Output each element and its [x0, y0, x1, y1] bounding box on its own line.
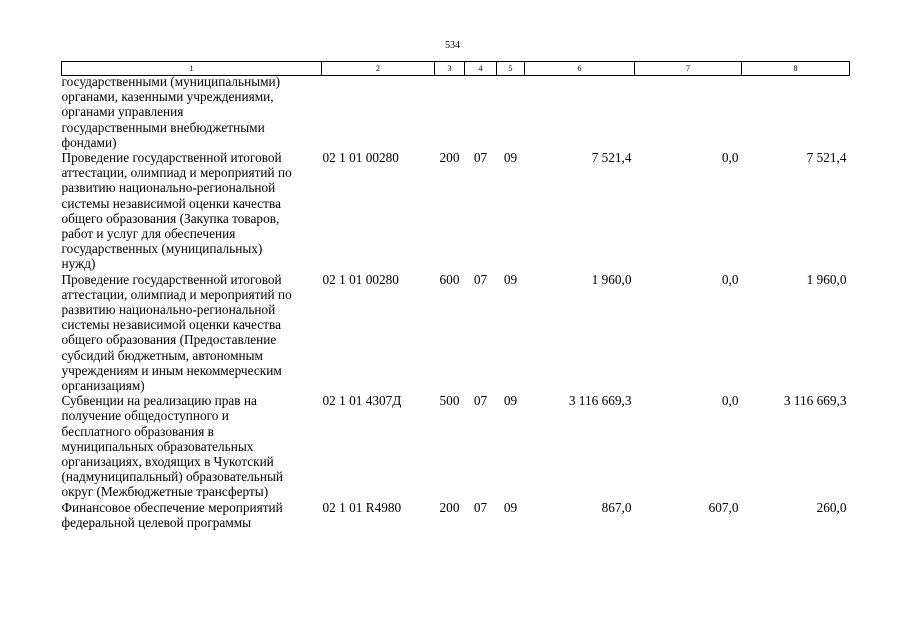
row-pr: 09	[503, 393, 518, 409]
column-header: 8	[742, 62, 850, 76]
row-vr: 500	[439, 393, 460, 409]
row-vr: 600	[439, 271, 460, 287]
table-row	[62, 272, 850, 394]
row-regional: 1 960,0	[806, 271, 847, 287]
column-header: 2	[322, 62, 435, 76]
row-name-cell	[62, 500, 322, 530]
row-name-cell	[62, 150, 322, 272]
row-total: 867,0	[601, 499, 632, 515]
row-code: 02 1 01 00280	[322, 150, 399, 166]
row-name: государственными (муниципальными) органами, казенными учреждениями, органами управления государственными внебюджетными фондами)	[61, 74, 281, 150]
row-total: 3 116 669,3	[568, 393, 632, 409]
row-federal: 0,0	[721, 150, 739, 166]
column-header: 6	[525, 62, 635, 76]
row-federal: 0,0	[721, 393, 739, 409]
row-federal: 0,0	[721, 271, 739, 287]
row-name: Субвенции на реализацию прав на получение общедоступного и бесплатного образования в муниципальных образовательных организациях, входящих в Чукотский (надмуниципальный) образовательный округ (Межбюджетные трансферты)	[61, 393, 284, 500]
column-header: 7	[635, 62, 742, 76]
row-code: 02 1 01 4307Д	[322, 393, 402, 409]
row-pr: 09	[503, 150, 518, 166]
row-rz: 07	[473, 393, 488, 409]
row-regional	[742, 76, 850, 151]
row-name-cell	[62, 76, 322, 151]
row-federal: 607,0	[708, 499, 739, 515]
row-code: 02 1 01 00280	[322, 271, 399, 287]
row-rz: 07	[473, 499, 488, 515]
table-body	[62, 76, 850, 531]
row-code: 02 1 01 R4980	[322, 499, 402, 515]
row-code	[322, 76, 435, 151]
table-row	[62, 393, 850, 499]
row-pr: 09	[503, 271, 518, 287]
row-total: 7 521,4	[591, 150, 632, 166]
row-rz	[465, 76, 497, 151]
row-vr: 200	[439, 499, 460, 515]
row-regional: 260,0	[816, 499, 847, 515]
column-header: 3	[435, 62, 465, 76]
row-total	[525, 76, 635, 151]
row-rz: 07	[473, 150, 488, 166]
row-rz: 07	[473, 271, 488, 287]
column-header: 5	[497, 62, 525, 76]
row-vr: 200	[439, 150, 460, 166]
row-pr	[497, 76, 525, 151]
column-header: 1	[62, 62, 322, 76]
page-number: 534	[445, 40, 460, 51]
row-federal	[635, 76, 742, 151]
budget-table	[61, 61, 850, 530]
row-name: Проведение государственной итоговой аттестации, олимпиад и мероприятий по развитию национально-региональной системы независимой оценки качества общего образования (Предоставление субсидий бюджетным, автономным учреждениям и иным некоммерческим организациям)	[61, 271, 292, 394]
row-regional: 7 521,4	[806, 150, 847, 166]
row-name: Проведение государственной итоговой аттестации, олимпиад и мероприятий по развитию национально-региональной системы независимой оценки качества общего образования (Закупка товаров, работ и услуг для обеспечения государственных (муниципальных) нужд)	[61, 150, 292, 272]
column-header: 4	[465, 62, 497, 76]
row-name-cell	[62, 393, 322, 499]
row-name: Финансовое обеспечение мероприятий федеральной целевой программы	[61, 499, 283, 530]
row-pr: 09	[503, 499, 518, 515]
row-name-cell	[62, 272, 322, 394]
row-vr	[435, 76, 465, 151]
table-row	[62, 150, 850, 272]
row-total: 1 960,0	[591, 271, 632, 287]
table-row	[62, 76, 850, 151]
table-row	[62, 500, 850, 530]
row-regional: 3 116 669,3	[783, 393, 847, 409]
